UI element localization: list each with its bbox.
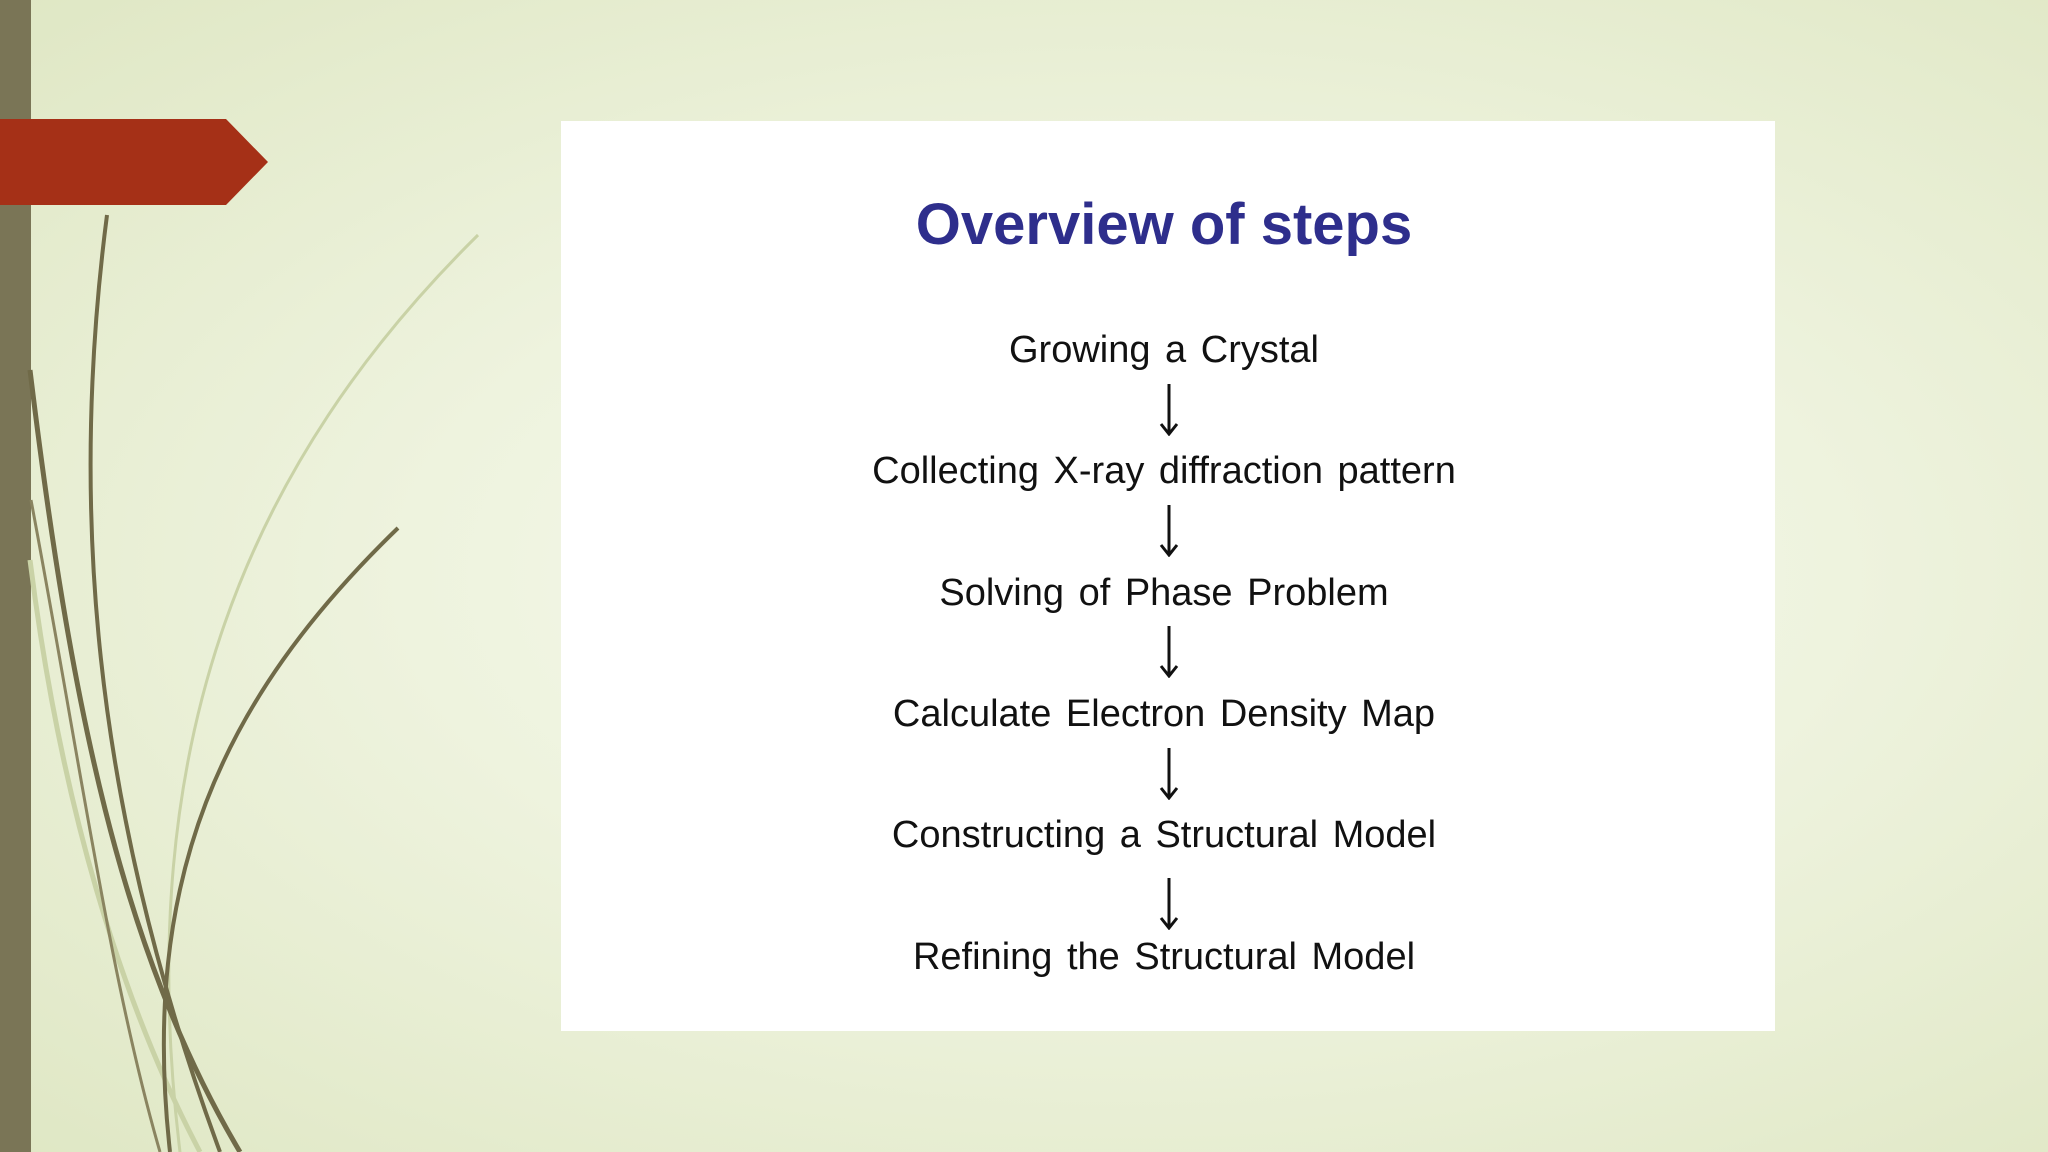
slide-title: Overview of steps: [915, 192, 1413, 257]
step-1: Growing a Crystal: [1009, 329, 1319, 371]
down-arrow-2: [1158, 505, 1180, 557]
down-arrow-3: [1158, 626, 1180, 678]
slide-content-card: [561, 121, 1775, 1031]
grass-stroke-1: [90, 215, 220, 1152]
step-3: Solving of Phase Problem: [939, 572, 1389, 614]
step-6: Refining the Structural Model: [912, 936, 1416, 978]
down-arrow-5: [1158, 878, 1180, 930]
down-arrow-1: [1158, 384, 1180, 436]
red-arrow-tab: [0, 119, 270, 205]
step-5: Constructing a Structural Model: [891, 814, 1437, 856]
grass-stroke-3: [164, 528, 398, 1152]
step-2: Collecting X-ray diffraction pattern: [872, 450, 1456, 492]
step-4: Calculate Electron Density Map: [892, 693, 1436, 735]
grass-stroke-light-1: [169, 235, 478, 1152]
down-arrow-4: [1158, 748, 1180, 800]
